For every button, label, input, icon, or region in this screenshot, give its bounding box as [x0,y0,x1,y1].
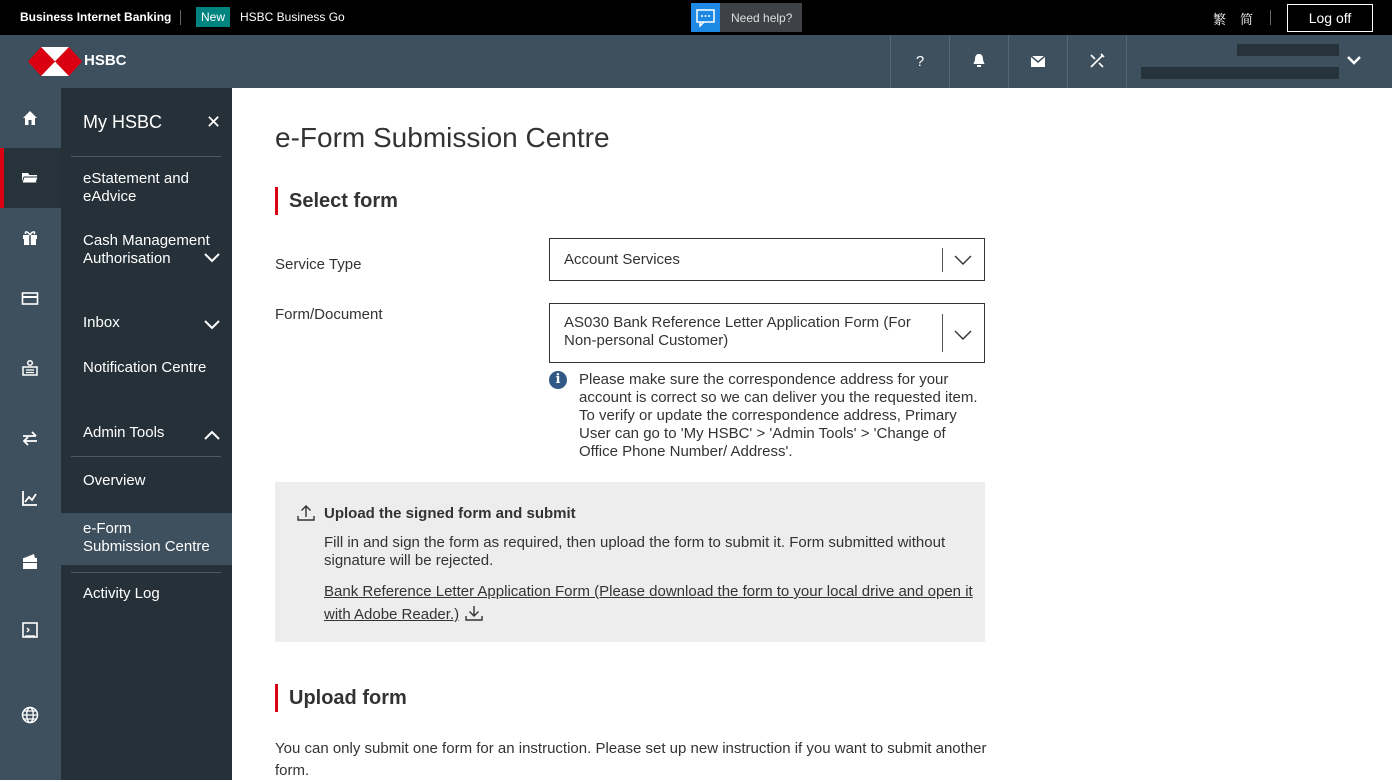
upload-box-description: Fill in and sign the form as required, then upload the form to submit it. Form submitted without signature will be rejected. [324,534,946,569]
form-document-label: Form/Document [275,306,383,323]
menu-title: My HSBC [83,112,163,132]
menu-item-inbox[interactable]: Inbox [83,314,120,331]
close-icon[interactable]: ✕ [206,112,222,132]
service-type-select[interactable] [549,238,985,281]
chevron-down-icon [1345,51,1363,74]
chevron-down-icon[interactable] [204,317,220,335]
folder-icon [20,168,40,188]
divider [180,10,181,25]
notifications-button[interactable] [949,35,1008,88]
menu-item-activity-log[interactable]: Activity Log [83,585,160,602]
hsbc-wordmark: HSBC [84,52,127,69]
rail-international[interactable] [0,685,61,745]
menu-item-estatement[interactable]: eStatement and eAdvice [83,170,189,205]
info-icon: i [549,371,567,389]
chart-icon [20,488,40,508]
rail-cash[interactable] [0,532,61,592]
log-off-button[interactable]: Log off [1287,4,1373,32]
chevron-down-icon [954,328,972,346]
chevron-up-icon[interactable] [204,427,220,445]
divider [71,572,221,573]
main-content [232,88,1392,780]
chat-icon [691,3,720,32]
wallet-icon [20,552,40,572]
divider [1270,10,1271,25]
chevron-down-icon [954,253,972,271]
hsbc-logo-icon[interactable] [28,47,82,81]
new-badge: New [196,7,230,27]
upload-icon [297,504,315,527]
rail-payments[interactable] [0,338,61,398]
redacted-account-number [1141,67,1339,79]
tools-button[interactable] [1067,35,1126,88]
top-bar [0,0,1392,35]
mail-icon [1031,53,1045,70]
page-title: e-Form Submission Centre [275,122,610,153]
service-type-value: Account Services [564,251,680,268]
divider [71,156,221,157]
bell-icon [972,53,986,70]
business-internet-banking-label: Business Internet Banking [20,10,172,24]
rail-my-hsbc[interactable] [0,148,61,208]
service-type-label: Service Type [275,256,362,273]
chevron-down-icon[interactable] [204,250,220,268]
gift-icon [20,228,40,248]
help-icon: ? [915,53,925,70]
menu-item-overview[interactable]: Overview [83,472,146,489]
rail-home[interactable] [0,88,61,148]
upload-box-title: Upload the signed form and submit [324,505,576,522]
form-document-value: AS030 Bank Reference Letter Application Form (For Non-personal Customer) [564,314,911,349]
lang-simplified-link[interactable]: 简 [1240,12,1254,27]
rail-investments[interactable] [0,468,61,528]
select-divider [942,248,943,272]
need-help-label: Need help? [731,11,793,25]
divider [71,456,221,457]
menu-item-admin-tools[interactable]: Admin Tools [83,424,165,441]
bank-icon [20,358,40,378]
document-icon [20,620,40,640]
icon-rail [0,88,61,780]
rail-offers[interactable] [0,208,61,268]
card-icon [20,288,40,308]
messages-button[interactable] [1008,35,1067,88]
section-heading-select-form: Select form [275,187,398,215]
account-selector[interactable] [1126,35,1392,88]
hsbc-business-go-link[interactable]: HSBC Business Go [240,10,345,24]
main-header [0,35,1392,88]
redacted-account-name [1237,44,1339,56]
download-icon [465,604,483,629]
section-heading-upload-form: Upload form [275,684,407,712]
address-info-text: Please make sure the correspondence address for your account is correct so we can deliver you the requested item. To verify or update the correspondence address, Primary User can go to 'My HSBC' > 'Admin Tools' > 'Change of Office Phone Number/ Address'. [579,371,978,460]
rail-accounts[interactable] [0,268,61,328]
globe-icon [20,705,40,725]
home-icon [20,108,40,128]
upload-form-note: You can only submit one form for an instruction. Please set up new instruction if you want to submit another form. [275,740,987,779]
download-form-link[interactable] [324,580,974,629]
my-hsbc-menu [61,88,232,780]
menu-item-cash-management[interactable]: Cash Management Authorisation [83,232,210,267]
tools-icon [1089,53,1105,70]
transfer-icon [20,428,40,448]
need-help-button[interactable] [691,3,802,32]
rail-transfers[interactable] [0,408,61,468]
download-form-link-text: Bank Reference Letter Application Form (Please download the form to your local drive and open it with Adobe Reader.) [324,583,973,623]
upload-instructions-box [275,482,985,642]
menu-item-eform-submission-centre[interactable]: e-Form Submission Centre [83,520,210,555]
lang-traditional-link[interactable]: 繁 [1213,12,1227,27]
select-divider [942,314,943,352]
help-button[interactable] [890,35,949,88]
form-document-select[interactable] [549,303,985,363]
menu-item-notification-centre[interactable]: Notification Centre [83,359,207,376]
rail-documents[interactable] [0,600,61,660]
